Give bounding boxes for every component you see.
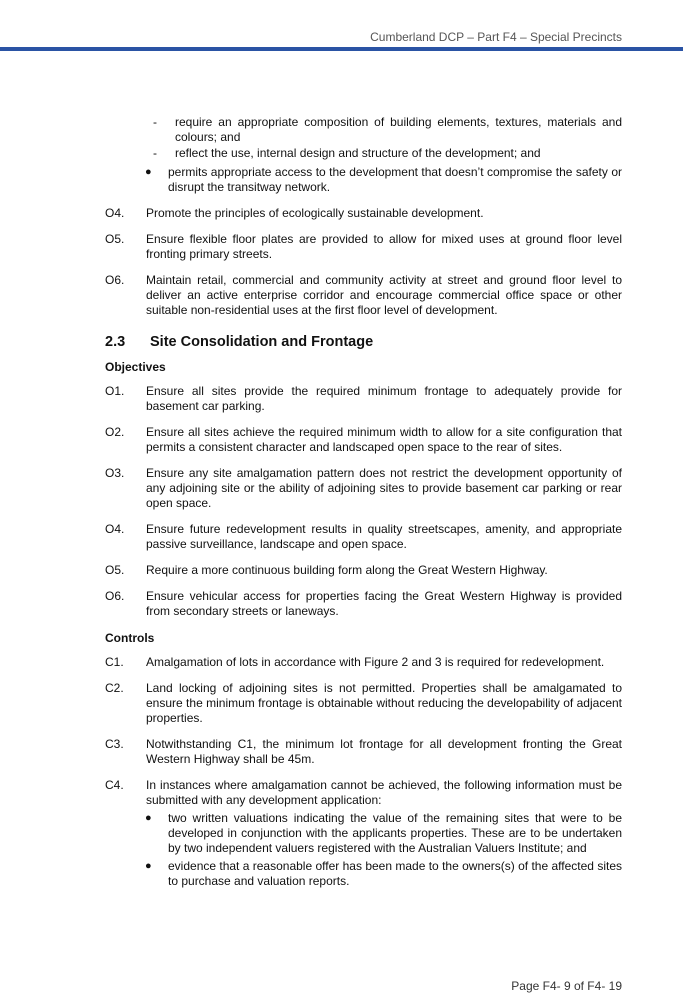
objective-item — [105, 466, 622, 511]
item-number: C4. — [105, 778, 124, 792]
bullet-icon: ● — [145, 860, 152, 872]
item-number: O1. — [105, 384, 125, 398]
item-number: O6. — [105, 589, 125, 603]
bullet-icon: ● — [145, 812, 152, 824]
item-number: O5. — [105, 563, 125, 577]
item-text: Require a more continuous building form along the Great Western Highway. — [146, 563, 548, 577]
item-number: O2. — [105, 425, 125, 439]
controls-heading: Controls — [105, 631, 155, 645]
document-title: Cumberland DCP – Part F4 – Special Precincts — [370, 30, 622, 44]
bullet-item-text: permits appropriate access to the development that doesn’t compromise the safety or disrupt the transitway network. — [168, 165, 622, 194]
dash-item-text: require an appropriate composition of building elements, textures, materials and colours; and — [175, 115, 622, 144]
dash-list-item — [105, 115, 622, 145]
control-item — [105, 778, 622, 808]
item-text: Notwithstanding C1, the minimum lot frontage for all development fronting the Great Western Highway shall be 45m. — [146, 737, 622, 766]
objective-item — [105, 273, 622, 318]
objective-item — [105, 206, 622, 221]
item-text: Promote the principles of ecologically sustainable development. — [146, 206, 484, 220]
item-text: In instances where amalgamation cannot be achieved, the following information must be submitted with any development application: — [146, 778, 622, 807]
item-number: O4. — [105, 522, 125, 536]
item-text: Amalgamation of lots in accordance with Figure 2 and 3 is required for redevelopment. — [146, 655, 605, 669]
item-text: Ensure all sites provide the required minimum frontage to adequately provide for basement car parking. — [146, 384, 622, 413]
item-text: Ensure vehicular access for properties facing the Great Western Highway is provided from secondary streets or laneways. — [146, 589, 622, 618]
page-number: Page F4- 9 of F4- 19 — [511, 979, 622, 993]
header-rule — [0, 47, 683, 51]
page-header — [0, 0, 683, 54]
item-number: C3. — [105, 737, 124, 751]
item-text: Ensure flexible floor plates are provided to allow for mixed uses at ground floor level fronting primary streets. — [146, 232, 622, 261]
item-number: C2. — [105, 681, 124, 695]
control-item — [105, 655, 622, 670]
bullet-list-item — [105, 811, 622, 856]
item-number: O3. — [105, 466, 125, 480]
objective-item — [105, 522, 622, 552]
item-text: Maintain retail, commercial and community activity at street and ground floor level to deliver an active enterprise corridor and encourage commercial office space or other suitable non-residential uses at the first floor level of development. — [146, 273, 622, 317]
item-number: O6. — [105, 273, 125, 287]
item-text: Ensure future redevelopment results in quality streetscapes, amenity, and appropriate passive surveillance, landscape and open space. — [146, 522, 622, 551]
objective-item — [105, 589, 622, 619]
bullet-icon: ● — [145, 166, 152, 178]
objective-item — [105, 563, 622, 578]
objectives-heading: Objectives — [105, 360, 166, 374]
section-number: 2.3 — [105, 334, 126, 350]
dash-item-text: reflect the use, internal design and structure of the development; and — [175, 146, 541, 160]
bullet-item-text: evidence that a reasonable offer has been made to the owners(s) of the affected sites to purchase and valuation reports. — [168, 859, 622, 888]
page-content — [105, 115, 622, 889]
objective-item — [105, 384, 622, 414]
item-text: Land locking of adjoining sites is not permitted. Properties shall be amalgamated to ensure the minimum frontage is obtainable without reducing the developability of adjacent properties. — [146, 681, 622, 725]
dash-marker: - — [153, 146, 157, 160]
item-number: C1. — [105, 655, 124, 669]
section-heading — [105, 333, 622, 351]
section-title: Site Consolidation and Frontage — [150, 334, 374, 350]
bullet-item-text: two written valuations indicating the value of the remaining sites that were to be developed in conjunction with the applicants properties. These are to be undertaken by two independent valuers registered with the Australian Valuers Institute; and — [168, 811, 622, 855]
item-number: O5. — [105, 232, 125, 246]
objective-item — [105, 425, 622, 455]
dash-marker: - — [153, 115, 157, 129]
dash-list-item — [105, 146, 622, 161]
item-text: Ensure all sites achieve the required minimum width to allow for a site configuration that permits a consistent character and landscaped open space to the rear of sites. — [146, 425, 622, 454]
objective-item — [105, 232, 622, 262]
item-text: Ensure any site amalgamation pattern does not restrict the development opportunity of any adjoining site or the ability of adjoining sites to provide basement car parking or rear open space. — [146, 466, 622, 510]
bullet-list-item — [105, 165, 622, 195]
item-number: O4. — [105, 206, 125, 220]
bullet-list-item — [105, 859, 622, 889]
control-item — [105, 737, 622, 767]
control-item — [105, 681, 622, 726]
